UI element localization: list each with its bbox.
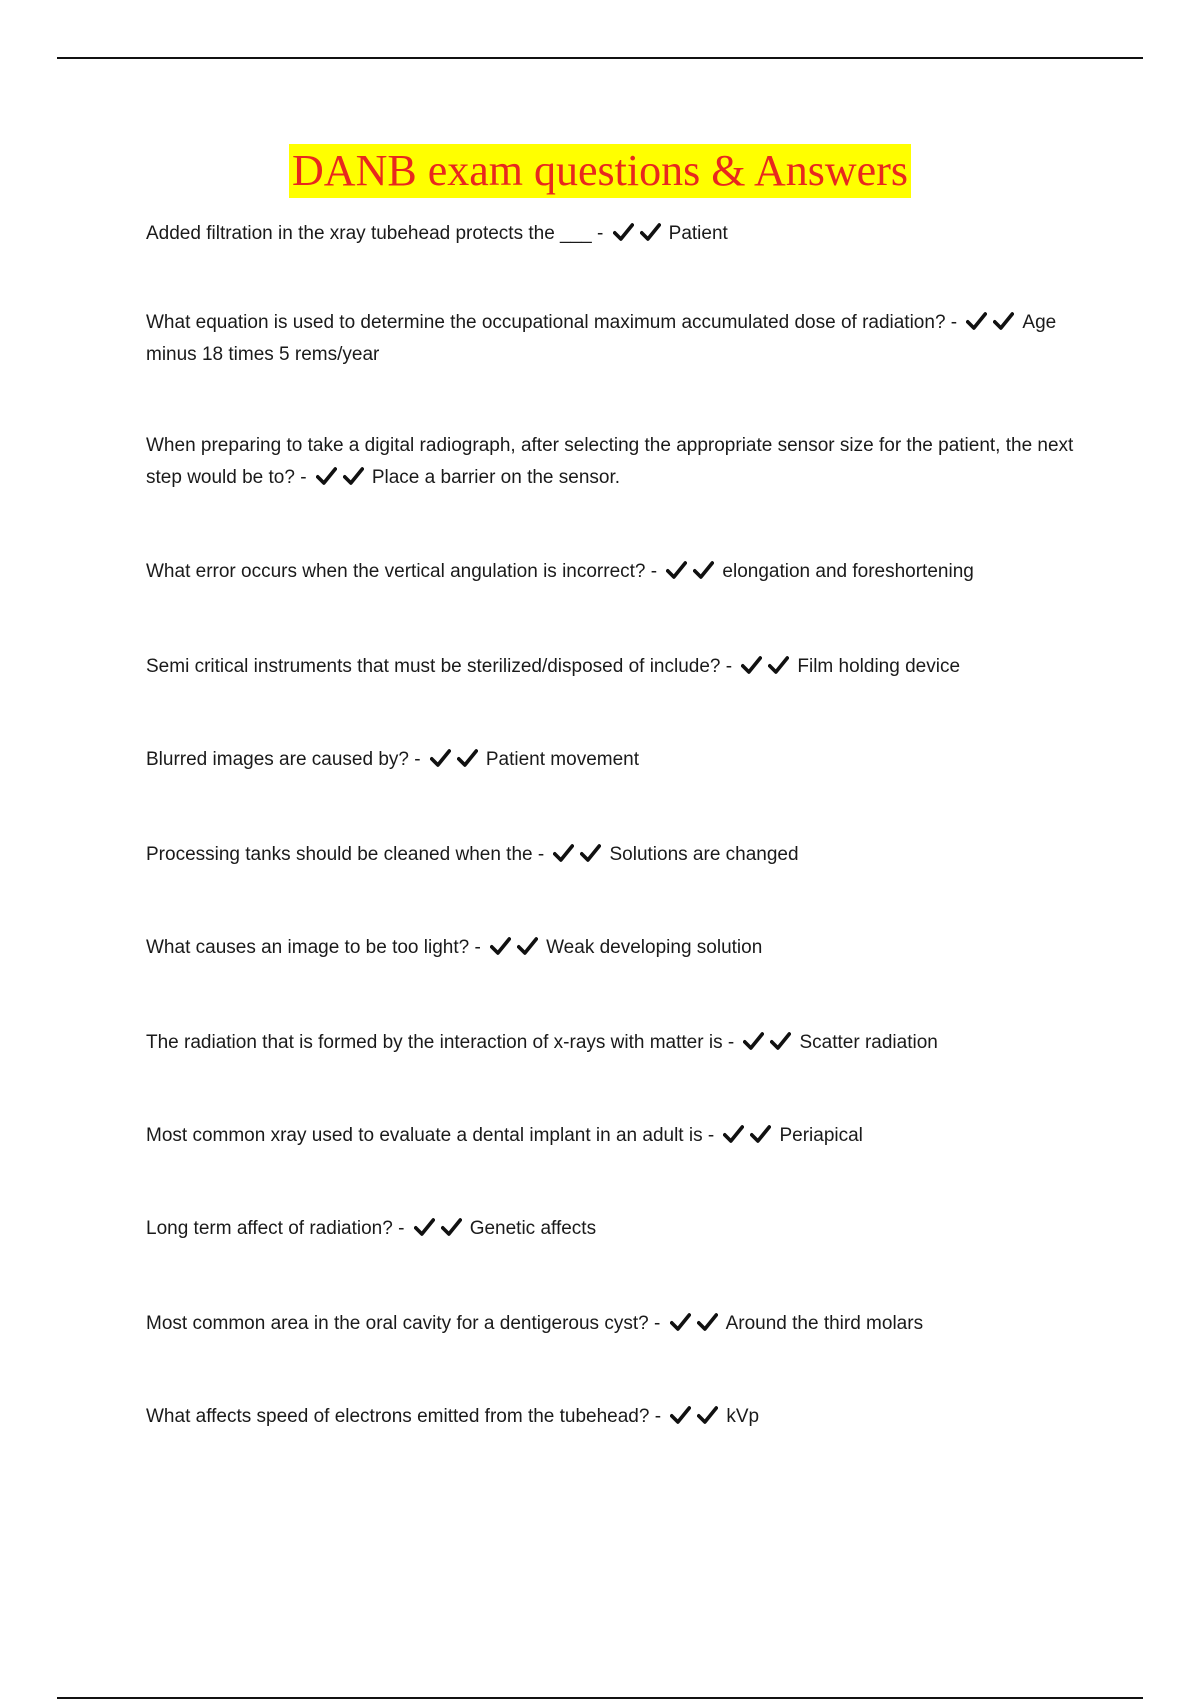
qa-item (146, 307, 1086, 371)
qa-item (146, 430, 1086, 494)
separator: - (722, 1032, 740, 1053)
answer-text: Patient (668, 223, 728, 244)
checkmark-icon (580, 843, 601, 863)
question-text: When preparing to take a digital radiograph, after selecting the appropriate sensor size for the patient, the next step would be to? (146, 435, 1074, 488)
answer-text: Patient movement (485, 749, 640, 770)
qa-item (146, 1401, 1086, 1433)
separator: - (945, 312, 963, 333)
qa-item (146, 1027, 1086, 1059)
separator: - (294, 467, 312, 488)
question-text: Processing tanks should be cleaned when the (146, 844, 533, 865)
checkmark-icon (666, 560, 687, 580)
title-container (0, 144, 1200, 198)
answer-text: Age minus 18 times 5 rems/year (146, 312, 1057, 365)
checkmark-icon (723, 1124, 744, 1144)
checkmark-icon (640, 222, 661, 242)
question-text: Added filtration in the xray tubehead protects the ___ (146, 223, 592, 244)
question-text: What affects speed of electrons emitted from the tubehead? (146, 1406, 650, 1427)
checkmark-icon (553, 843, 574, 863)
separator: - (702, 1125, 720, 1146)
qa-item (146, 1120, 1086, 1152)
qa-item (146, 1308, 1086, 1340)
checkmark-icon (517, 936, 538, 956)
answer-text: Genetic affects (469, 1218, 597, 1239)
checkmark-icon (316, 466, 337, 486)
separator: - (469, 937, 487, 958)
answer-text: Film holding device (797, 656, 961, 677)
qa-item (146, 932, 1086, 964)
checkmark-icon (457, 748, 478, 768)
qa-item (146, 218, 1086, 250)
separator: - (392, 1218, 410, 1239)
separator: - (645, 561, 663, 582)
checkmark-icon (741, 655, 762, 675)
question-text: Long term affect of radiation? (146, 1218, 393, 1239)
qa-item (146, 839, 1086, 871)
checkmark-icon (490, 936, 511, 956)
checkmark-icon (670, 1312, 691, 1332)
qa-item (146, 744, 1086, 776)
separator: - (532, 844, 550, 865)
checkmark-icon (441, 1217, 462, 1237)
checkmark-icon (613, 222, 634, 242)
checkmark-icon (768, 655, 789, 675)
qa-item (146, 651, 1086, 683)
question-text: Most common xray used to evaluate a dental implant in an adult is (146, 1125, 703, 1146)
separator: - (591, 223, 609, 244)
answer-text: Around the third molars (725, 1313, 924, 1334)
question-text: The radiation that is formed by the interaction of x-rays with matter is (146, 1032, 723, 1053)
answer-text: Place a barrier on the sensor. (371, 467, 621, 488)
checkmark-icon (993, 311, 1014, 331)
answer-text: Scatter radiation (799, 1032, 938, 1053)
checkmark-icon (697, 1405, 718, 1425)
header-rule (57, 57, 1143, 59)
question-text: Blurred images are caused by? (146, 749, 409, 770)
answer-text: Solutions are changed (609, 844, 799, 865)
question-text: What error occurs when the vertical angulation is incorrect? (146, 561, 646, 582)
separator: - (408, 749, 426, 770)
checkmark-icon (414, 1217, 435, 1237)
answer-text: Periapical (779, 1125, 863, 1146)
checkmark-icon (743, 1031, 764, 1051)
answer-text: Weak developing solution (546, 937, 763, 958)
checkmark-icon (966, 311, 987, 331)
question-text: Semi critical instruments that must be sterilized/disposed of include? (146, 656, 721, 677)
separator: - (649, 1406, 667, 1427)
qa-item (146, 1213, 1086, 1245)
question-text: What causes an image to be too light? (146, 937, 470, 958)
answer-text: kVp (726, 1406, 760, 1427)
separator: - (720, 656, 738, 677)
answer-text: elongation and foreshortening (722, 561, 974, 582)
question-text: What equation is used to determine the occupational maximum accumulated dose of radiation? (146, 312, 946, 333)
checkmark-icon (770, 1031, 791, 1051)
checkmark-icon (750, 1124, 771, 1144)
qa-item (146, 556, 1086, 588)
separator: - (648, 1313, 666, 1334)
footer-rule (57, 1697, 1143, 1699)
checkmark-icon (430, 748, 451, 768)
checkmark-icon (693, 560, 714, 580)
checkmark-icon (670, 1405, 691, 1425)
checkmark-icon (697, 1312, 718, 1332)
question-text: Most common area in the oral cavity for a dentigerous cyst? (146, 1313, 649, 1334)
document-title: DANB exam questions & Answers (289, 144, 911, 198)
qa-list (146, 218, 1086, 1433)
checkmark-icon (343, 466, 364, 486)
